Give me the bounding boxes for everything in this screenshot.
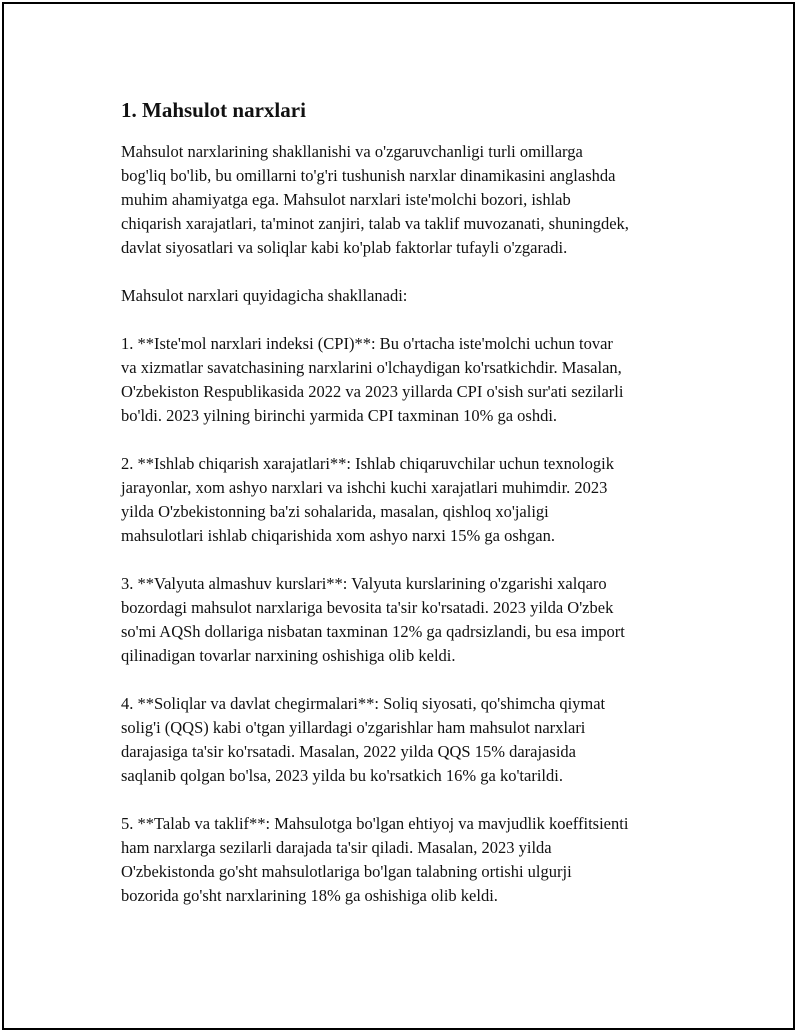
list-item-exchange-rates: 3. **Valyuta almashuv kurslari**: Valyuta kurslarining o'zgarishi xalqaro bozordagi mahsulot narxlariga bevosita ta'sir ko'rsatadi. 2023 yilda O'zbek so'mi AQSh dollariga nisbatan taxminan 12% ga qadrsizlandi, bu esa import qilinadigan tovarlar narxining oshishiga olib keldi.	[121, 574, 625, 665]
list-item-taxes: 4. **Soliqlar va davlat chegirmalari**: Soliq siyosati, qo'shimcha qiymat solig'i (QQS) kabi o'tgan yillardagi o'zgarishlar ham mahsulot narxlari darajasiga ta'sir ko'rsatadi. Masalan, 2022 yilda QQS 15% darajasida saqlanib qolgan bo'lsa, 2023 yilda bu ko'rsatkich 16% ga ko'tarildi.	[121, 694, 606, 785]
page-frame	[2, 2, 795, 1030]
list-item-supply-demand: 5. **Talab va taklif**: Mahsulotga bo'lgan ehtiyoj va mavjudlik koeffitsienti ham narxlarga sezilarli darajada ta'sir qiladi. Masalan, 2023 yilda O'zbekistonda go'sht mahsulotlariga bo'lgan talabning ortishi ulgurji bozorida go'sht narxlarining 18% ga oshishiga olib keldi.	[121, 814, 629, 905]
intro-paragraph: Mahsulot narxlarining shakllanishi va o'zgaruvchanligi turli omillarga bog'liq bo'lib, bu omillarni to'g'ri tushunish narxlar dinamikasini anglashda muhim ahamiyatga ega. Mahsulot narxlari iste'molchi bozori, ishlab chiqarish xarajatlari, ta'minot zanjiri, talab va taklif muvozanati, shuningdek, davlat siyosatlari va soliqlar kabi ko'plab faktorlar tufayli o'zgaradi.	[121, 142, 629, 257]
list-item-cpi: 1. **Iste'mol narxlari indeksi (CPI)**: Bu o'rtacha iste'molchi uchun tovar va xizmatlar savatchasining narxlarini o'lchaydigan ko'rsatkichdir. Masalan, O'zbekiston Respublikasida 2022 va 2023 yillarda CPI o'sish sur'ati sezilarli bo'ldi. 2023 yilning birinchi yarmida CPI taxminan 10% ga oshdi.	[121, 334, 624, 425]
document-body	[121, 96, 701, 932]
list-intro-paragraph: Mahsulot narxlari quyidagicha shakllanadi:	[121, 286, 408, 305]
document-title: 1. Mahsulot narxlari	[121, 98, 306, 122]
list-item-production-costs: 2. **Ishlab chiqarish xarajatlari**: Ishlab chiqaruvchilar uchun texnologik jarayonlar, xom ashyo narxlari va ishchi kuchi xarajatlari muhimdir. 2023 yilda O'zbekistonning ba'zi sohalarida, masalan, qishloq xo'jaligi mahsulotlari ishlab chiqarishida xom ashyo narxi 15% ga oshgan.	[121, 454, 615, 545]
